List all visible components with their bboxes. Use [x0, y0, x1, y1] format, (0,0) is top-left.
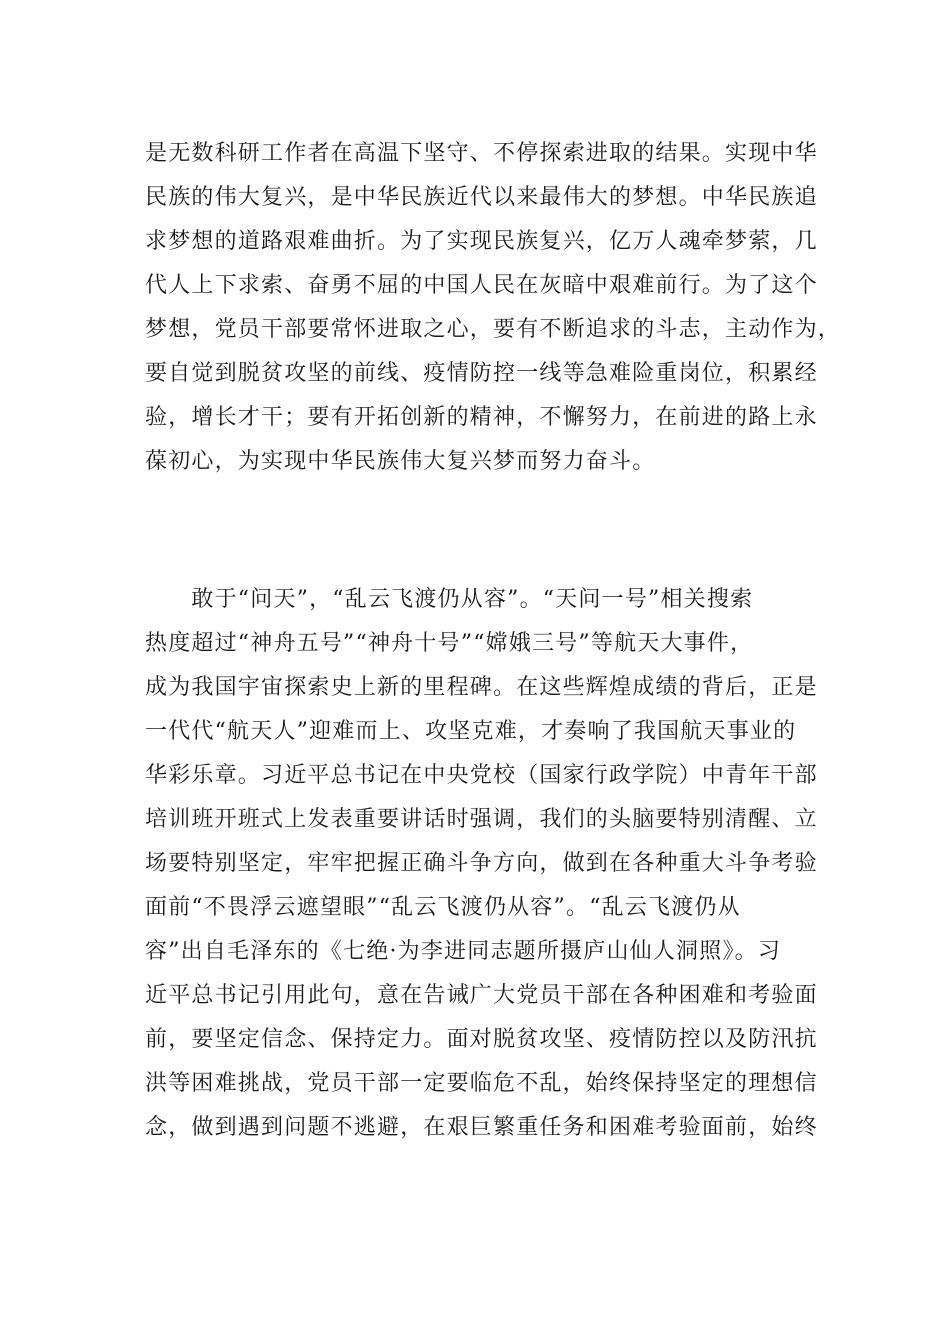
paragraph-line: 葆初心，为实现中华民族伟大复兴梦而努力奋斗。: [145, 449, 656, 474]
paragraph-line: 容”出自毛泽东的《七绝·为李进同志题所摄庐山仙人洞照》。习: [145, 939, 782, 964]
paragraph-1: [145, 132, 842, 484]
paragraph-line: 场要特别坚定，牢牢把握正确斗争方向，做到在各种重大斗争考验: [145, 851, 818, 876]
paragraph-line: 一代代“航天人”迎难而上、攻坚克难，才奏响了我国航天事业的: [145, 719, 797, 744]
paragraph-line: 近平总书记引用此句，意在告诫广大党员干部在各种困难和考验面: [145, 983, 818, 1008]
paragraph-line: 敢于“问天”，“乱云飞渡仍从容”。“天问一号”相关搜索: [145, 587, 754, 612]
paragraph-line: 前，要坚定信念、保持定力。面对脱贫攻坚、疫情防控以及防汛抗: [145, 1027, 818, 1052]
paragraph-line: 念，做到遇到问题不逃避，在艰巨繁重任务和困难考验面前，始终: [145, 1115, 818, 1140]
paragraph-line: 洪等困难挑战，党员干部一定要临危不乱，始终保持坚定的理想信: [145, 1071, 818, 1096]
paragraph-line: 民族的伟大复兴，是中华民族近代以来最伟大的梦想。中华民族追: [145, 185, 818, 210]
paragraph-line: 求梦想的道路艰难曲折。为了实现民族复兴，亿万人魂牵梦萦，几: [145, 229, 818, 254]
paragraph-line: 代人上下求索、奋勇不屈的中国人民在灰暗中艰难前行。为了这个: [145, 273, 818, 298]
paragraph-2: [145, 578, 818, 1150]
paragraph-line: 面前“不畏浮云遮望眼”“乱云飞渡仍从容”。“乱云飞渡仍从: [145, 895, 741, 920]
paragraph-line: 热度超过“神舟五号”“神舟十号”“嫦娥三号”等航天大事件，: [145, 631, 754, 656]
paragraph-line: 要自觉到脱贫攻坚的前线、疫情防控一线等急难险重岗位，积累经: [145, 361, 818, 386]
paragraph-line: 成为我国宇宙探索史上新的里程碑。在这些辉煌成绩的背后，正是: [145, 675, 818, 700]
paragraph-line: 是无数科研工作者在高温下坚守、不停探索进取的结果。实现中华: [145, 141, 818, 166]
paragraph-line: 验，增长才干；要有开拓创新的精神，不懈努力，在前进的路上永: [145, 405, 818, 430]
paragraph-line: 培训班开班式上发表重要讲话时强调，我们的头脑要特别清醒、立: [145, 807, 818, 832]
paragraph-line: 华彩乐章。习近平总书记在中央党校（国家行政学院）中青年干部: [145, 763, 818, 788]
paragraph-line: 梦想，党员干部要常怀进取之心，要有不断追求的斗志，主动作为，: [145, 317, 842, 342]
